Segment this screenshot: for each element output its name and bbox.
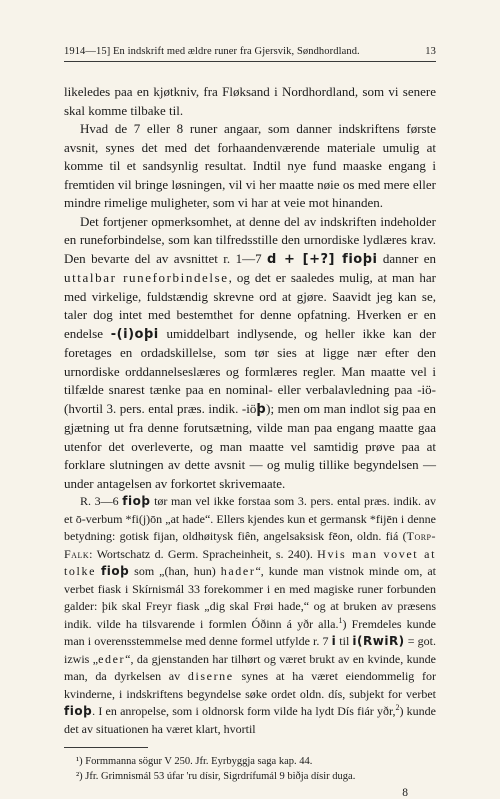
footnote: ²) Jfr. Grimnismál 53 úfar 'ru dísir, Sigrdrífumál 9 biðja dísir duga. bbox=[76, 770, 356, 782]
text-run: ) kunde det av situationen ha været klart, hvortil bbox=[64, 704, 436, 736]
text-run: uttalbar runeforbindelse bbox=[64, 270, 229, 285]
text-run: : Wortschatz d. Germ. Spracheinheit, s. 240). bbox=[89, 546, 318, 561]
running-head-title: 1914—15] En indskrift med ældre runer fra Gjersvik, Søndhordland. bbox=[64, 46, 360, 57]
rune-sequence: d + [+?] fioþi bbox=[267, 251, 378, 267]
rune-sequence: fioþ bbox=[64, 704, 93, 718]
footnote-ref: 2 bbox=[395, 703, 400, 712]
text-run: synes at ha været eiendommelig for kvinderne, i indskriftens begyndelse søke ordet oldn. dís, subjekt for verbet bbox=[64, 669, 437, 701]
text-run: , og det er saaledes mulig, at man har med virkelige, fuldstændig skrevne ord at gjøre. Saavidt jeg kan se, taler dog intet med bestemthet for denne opfatning. Hverken er en endelse bbox=[64, 270, 436, 341]
signature-mark: 8 bbox=[402, 787, 408, 799]
rune-sequence: i bbox=[331, 634, 337, 648]
rune-sequence: fioþ bbox=[101, 564, 130, 578]
text-run: likeledes paa en kjøtkniv, fra Fløksand i Nordhordland, som vi senere skal komme tilbake til. bbox=[64, 84, 436, 118]
text-run: Hvad de 7 eller 8 runer angaar, som danner indskriftens første avsnit, synes det med det forhaandenværende materiale umulig at komme til et sandsynlig resultat. Indtil nye fund maaske engang i fremtiden vil bringe løsningen, vil vi her maatte nøie os med mere eller mindre rimelige muligheter, som vi har at veie mot hinanden. bbox=[64, 121, 436, 210]
text-run: til bbox=[336, 634, 353, 648]
paragraph bbox=[64, 213, 436, 494]
rune-sequence: i(RwiR) bbox=[352, 634, 405, 648]
text-run: som „(han, hun) bbox=[129, 564, 221, 578]
rune-sequence: fioþ bbox=[122, 494, 151, 508]
text-run: eder bbox=[98, 651, 126, 666]
body-text bbox=[64, 83, 436, 738]
footnotes bbox=[64, 755, 436, 784]
text-run: ) Fremdeles kunde man i overensstemmelse med denne formel utfylde r. 7 bbox=[64, 616, 436, 648]
text-run: ); men om man indlot sig paa en gjætning ut fra denne forutsætning, vilde man paa engang maatte gaa utenfor det overleverte, og man maatte vel samtidig prøve paa at forklare slutningen av dette avsnit — og mulig tillike begyndelsen — under antagelsen av forkortet skrivemaate. bbox=[64, 400, 436, 491]
text-run: R. 3—6 bbox=[80, 494, 123, 508]
footnote-ref: 1 bbox=[338, 615, 343, 625]
text-run: “, da gjenstanden har tilhørt og været brukt av en kvinde, kunde man, da dyrkelsen av bbox=[64, 651, 436, 683]
rune-sequence: -(i)oþi bbox=[110, 326, 159, 342]
running-head bbox=[64, 46, 436, 62]
footnote-rule bbox=[64, 747, 148, 748]
text-run: hader bbox=[220, 564, 256, 578]
rune-sequence: þ bbox=[256, 401, 267, 417]
text-run: . I en anropelse, som i oldnorsk form vilde ha lydt Dís fiár yðr, bbox=[92, 704, 396, 718]
text-run: diserne bbox=[187, 669, 234, 683]
footnote: ¹) Formmanna sögur V 250. Jfr. Eyrbyggja saga kap. 44. bbox=[76, 756, 313, 767]
paragraph bbox=[64, 83, 436, 120]
text-run: tør man vel ikke forstaa som 3. pers. ental præs. indik. av et ō-verbum *fi(j)ōn „at hade“. Ellers kjendes kun et germansk *fijēn i denne betydning: gotisk fijan, oldhøitysk fiên, angelsaksisk fēon, oldn. fiá ( bbox=[64, 494, 436, 543]
text-run: Det fortjener opmerksomhet, at denne del av indskriften indeholder en runeforbindelse, som kan tilfredsstille den urnordiske lydlæres krav. Den bevarte del av avsnittet r. 1—7 bbox=[64, 213, 436, 266]
text-run: umiddelbart indlysende, og heller ikke kan der foretages en ordadskillelse, som tør sies at ligge nær efter den urnordiske orddannelseslæres og formlæres regler. Man maatte vel i tilfælde snarest tænke paa en nominal- eller verbalavledning paa -iö- (hvortil 3. pers. ental præs. indik. -iö bbox=[64, 325, 437, 416]
text-run: = got. izwis „ bbox=[64, 634, 436, 666]
page-number: 13 bbox=[425, 46, 436, 57]
text-run: danner en bbox=[377, 250, 436, 266]
text-run: Torp-Falk bbox=[64, 529, 436, 561]
text-run: “, kunde man vistnok minde om, at verbet fiask i Skírnismál 33 forekommer i en med magiske runer forbunden galder: þik skal Freyr fiask „dig skal Frøi hade,“ og at bruken av præsens indik. vilde ha tilsvarende i formlen Óðinn á yðr alla. bbox=[64, 564, 437, 631]
paragraph bbox=[64, 120, 436, 213]
paragraph bbox=[64, 493, 436, 738]
text-run: Hvis man vovet at tolke bbox=[64, 546, 436, 578]
